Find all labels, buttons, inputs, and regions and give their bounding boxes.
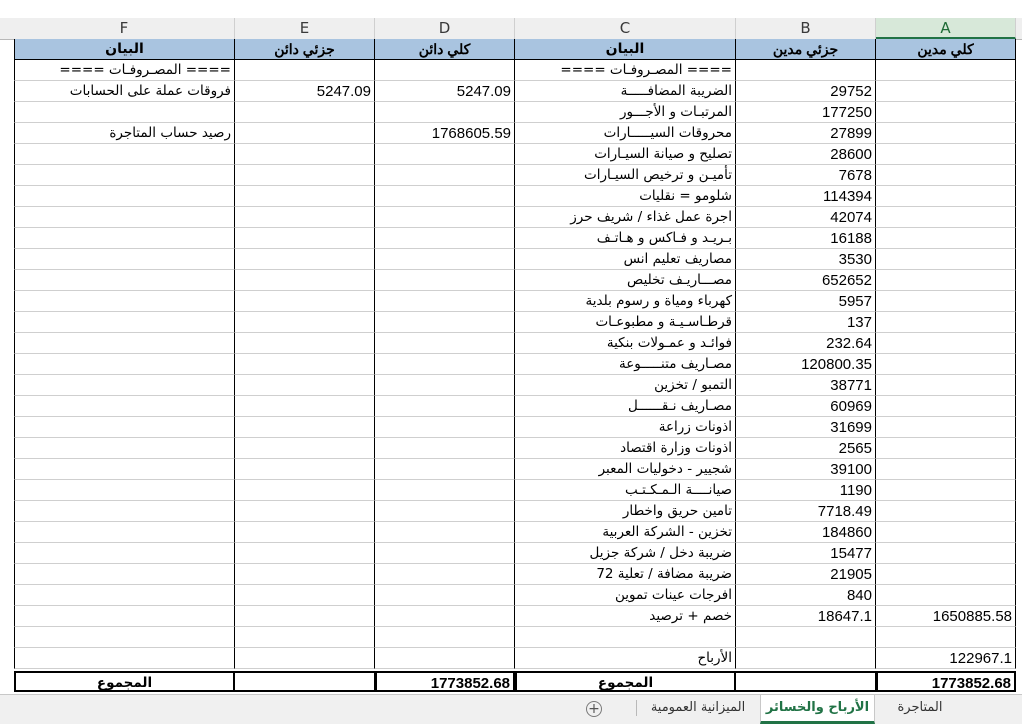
cell-col-f[interactable] [14, 375, 235, 396]
cell-col-a[interactable] [876, 291, 1016, 312]
cell-col-d[interactable] [375, 522, 515, 543]
top-strip [0, 0, 1022, 19]
cell-col-c[interactable]: تأميـن و ترخيص السيـارات [515, 165, 736, 186]
cell-col-d[interactable] [375, 354, 515, 375]
cell-col-e[interactable] [235, 249, 375, 270]
table-row [14, 480, 1013, 501]
table-row [14, 585, 1013, 606]
cell-col-b[interactable]: 7678 [736, 165, 876, 186]
cell-col-d[interactable] [375, 333, 515, 354]
column-header-a[interactable]: A [876, 18, 1016, 39]
cell-col-f[interactable] [14, 249, 235, 270]
cell-col-d[interactable]: 5247.09 [375, 81, 515, 102]
table-row [14, 249, 1013, 270]
table-row [14, 375, 1013, 396]
cell-col-e[interactable] [235, 312, 375, 333]
cell-col-b[interactable]: 5957 [736, 291, 876, 312]
cell-col-c[interactable]: الضريبة المضافـــــة [515, 81, 736, 102]
cell-col-f[interactable] [14, 165, 235, 186]
table-row [14, 417, 1013, 438]
cell-col-a[interactable] [876, 627, 1016, 648]
column-header-b[interactable]: B [736, 18, 876, 39]
table-row [14, 81, 1013, 102]
cell-col-f[interactable] [14, 480, 235, 501]
cell-col-b[interactable]: 7718.49 [736, 501, 876, 522]
cell-col-b[interactable]: 29752 [736, 81, 876, 102]
cell-col-f[interactable]: المجموع [14, 671, 235, 692]
sheet-tab-bar [0, 694, 1022, 724]
cell-col-a[interactable] [876, 186, 1016, 207]
cell-col-f[interactable] [14, 291, 235, 312]
table-row [14, 60, 1013, 81]
cell-col-e[interactable]: 5247.09 [235, 81, 375, 102]
cell-col-e[interactable]: جزئي دائن [235, 39, 375, 60]
cell-col-c[interactable]: خصم + ترصيد [515, 606, 736, 627]
cell-col-a[interactable] [876, 60, 1016, 81]
cell-col-e[interactable] [235, 522, 375, 543]
cell-col-c[interactable]: اذونات زراعة [515, 417, 736, 438]
cell-col-f[interactable] [14, 270, 235, 291]
cell-col-c[interactable]: ضريبة دخل / شركة جزيل [515, 543, 736, 564]
cell-col-d[interactable] [375, 564, 515, 585]
table-row [14, 396, 1013, 417]
cell-col-c[interactable]: المجموع [515, 671, 736, 692]
cell-col-e[interactable] [235, 354, 375, 375]
cell-col-d[interactable] [375, 249, 515, 270]
cell-col-d[interactable] [375, 144, 515, 165]
cell-col-e[interactable] [235, 144, 375, 165]
cell-col-c[interactable]: كهرباء ومياة و رسوم بلدية [515, 291, 736, 312]
cell-col-a[interactable] [876, 438, 1016, 459]
cell-col-d[interactable] [375, 438, 515, 459]
cell-col-f[interactable] [14, 459, 235, 480]
cell-col-b[interactable]: 28600 [736, 144, 876, 165]
cell-col-a[interactable] [876, 165, 1016, 186]
cell-col-f[interactable] [14, 186, 235, 207]
table-row [14, 627, 1013, 648]
cell-col-b[interactable]: 2565 [736, 438, 876, 459]
cell-col-c[interactable]: افرجات عينات تموين [515, 585, 736, 606]
table-row [14, 459, 1013, 480]
cell-col-c[interactable]: تصليح و صيانة السيـارات [515, 144, 736, 165]
total-row [14, 671, 1013, 692]
cell-col-f[interactable] [14, 585, 235, 606]
cell-col-f[interactable]: رصيد حساب المتاجرة [14, 123, 235, 144]
cell-col-b[interactable]: 38771 [736, 375, 876, 396]
cell-col-d[interactable] [375, 585, 515, 606]
cell-col-b[interactable]: 184860 [736, 522, 876, 543]
cell-col-e[interactable] [235, 606, 375, 627]
cell-col-d[interactable] [375, 207, 515, 228]
cell-col-a[interactable] [876, 207, 1016, 228]
cell-col-d[interactable] [375, 648, 515, 669]
cell-col-e[interactable] [235, 501, 375, 522]
cell-col-c[interactable]: ضريبة مضافة / تعلية 72 [515, 564, 736, 585]
column-header-d[interactable]: D [375, 18, 515, 39]
cell-col-a[interactable] [876, 501, 1016, 522]
cell-col-d[interactable] [375, 186, 515, 207]
table-row [14, 228, 1013, 249]
cell-col-c[interactable] [515, 627, 736, 648]
cell-col-c[interactable]: مصـــاريـف تخليص [515, 270, 736, 291]
cell-col-a[interactable] [876, 459, 1016, 480]
cell-col-d[interactable] [375, 480, 515, 501]
cell-col-e[interactable] [235, 270, 375, 291]
cell-col-e[interactable] [235, 543, 375, 564]
cell-col-f[interactable] [14, 564, 235, 585]
cell-col-e[interactable] [235, 627, 375, 648]
cell-col-a[interactable] [876, 270, 1016, 291]
add-sheet-icon[interactable]: + [586, 701, 602, 717]
cell-col-c[interactable]: الأرباح [515, 648, 736, 669]
cell-col-a[interactable] [876, 522, 1016, 543]
cell-col-b[interactable]: 27899 [736, 123, 876, 144]
cell-col-f[interactable] [14, 396, 235, 417]
cell-col-a[interactable] [876, 480, 1016, 501]
cell-col-c[interactable]: المرتبـات و الأجـــور [515, 102, 736, 123]
cell-col-a[interactable] [876, 417, 1016, 438]
tab-balance-sheet[interactable]: الميزانية العمومية [650, 700, 746, 715]
cell-col-a[interactable] [876, 123, 1016, 144]
cell-col-b[interactable]: 18647.1 [736, 606, 876, 627]
table-row [14, 312, 1013, 333]
cell-col-a[interactable] [876, 375, 1016, 396]
cell-col-d[interactable]: كلي دائن [375, 39, 515, 60]
cell-col-e[interactable] [235, 459, 375, 480]
cell-col-b[interactable]: 60969 [736, 396, 876, 417]
cell-col-f[interactable]: ==== المصـروفـات ==== [14, 60, 235, 81]
cell-col-b[interactable]: جزئي مدين [736, 39, 876, 60]
table-row [14, 333, 1013, 354]
cell-col-e[interactable] [235, 60, 375, 81]
cell-col-c[interactable]: قرطـاسـيـة و مطبوعـات [515, 312, 736, 333]
cell-col-a[interactable] [876, 249, 1016, 270]
cell-col-d[interactable]: 1773852.68 [375, 671, 515, 692]
table-row [14, 606, 1013, 627]
cell-col-e[interactable] [235, 648, 375, 669]
cell-col-f[interactable] [14, 207, 235, 228]
cell-col-b[interactable]: 652652 [736, 270, 876, 291]
cell-col-c[interactable]: مصاريف تعليم انس [515, 249, 736, 270]
cell-col-c[interactable]: تخزين - الشركة العربية [515, 522, 736, 543]
cell-col-d[interactable] [375, 228, 515, 249]
cell-col-f[interactable] [14, 228, 235, 249]
table-row [14, 123, 1013, 144]
cell-col-f[interactable]: فروقات عملة على الحسابات [14, 81, 235, 102]
cell-col-a[interactable] [876, 333, 1016, 354]
cell-col-a[interactable] [876, 228, 1016, 249]
table-row [14, 186, 1013, 207]
cell-col-d[interactable] [375, 417, 515, 438]
cell-col-a[interactable] [876, 102, 1016, 123]
cell-col-e[interactable] [235, 417, 375, 438]
cell-col-e[interactable] [235, 165, 375, 186]
cell-col-b[interactable] [736, 671, 876, 692]
table-row [14, 438, 1013, 459]
cell-col-a[interactable]: كلي مدين [876, 39, 1016, 60]
cell-col-f[interactable] [14, 543, 235, 564]
cell-col-a[interactable] [876, 312, 1016, 333]
cell-col-e[interactable] [235, 102, 375, 123]
cell-col-b[interactable]: 39100 [736, 459, 876, 480]
cell-col-c[interactable]: صيانــــة الـمـكـتـب [515, 480, 736, 501]
cell-col-f[interactable] [14, 501, 235, 522]
cell-col-c[interactable]: ==== المصـروفـات ==== [515, 60, 736, 81]
cell-col-d[interactable] [375, 312, 515, 333]
cell-col-c[interactable]: تامين حريق واخطار [515, 501, 736, 522]
cell-col-c[interactable]: اذونات وزارة اقتصاد [515, 438, 736, 459]
cell-col-c[interactable]: مصـاريف نـقــــــل [515, 396, 736, 417]
cell-col-e[interactable] [235, 375, 375, 396]
table-row [14, 501, 1013, 522]
tab-separator [636, 700, 637, 716]
table-row [14, 543, 1013, 564]
table-row [14, 165, 1013, 186]
cell-col-e[interactable] [235, 585, 375, 606]
cell-col-a[interactable]: 1650885.58 [876, 606, 1016, 627]
cell-col-f[interactable]: البيان [14, 39, 235, 60]
cell-col-c[interactable]: فوائـد و عمـولات بنكية [515, 333, 736, 354]
cell-col-e[interactable] [235, 333, 375, 354]
cell-col-c[interactable]: محروقات السيـــــارات [515, 123, 736, 144]
column-header-c[interactable]: C [515, 18, 736, 39]
cell-col-d[interactable] [375, 501, 515, 522]
column-header-e[interactable]: E [235, 18, 375, 39]
cell-col-a[interactable] [876, 396, 1016, 417]
cell-col-b[interactable]: 21905 [736, 564, 876, 585]
cell-col-e[interactable] [235, 186, 375, 207]
cell-col-f[interactable] [14, 648, 235, 669]
cell-col-b[interactable]: 1190 [736, 480, 876, 501]
cell-col-f[interactable] [14, 144, 235, 165]
cell-col-b[interactable]: 137 [736, 312, 876, 333]
cell-col-b[interactable]: 31699 [736, 417, 876, 438]
table-row [14, 144, 1013, 165]
cell-col-a[interactable] [876, 564, 1016, 585]
cell-col-b[interactable]: 3530 [736, 249, 876, 270]
cell-col-b[interactable]: 177250 [736, 102, 876, 123]
column-header-bar [0, 18, 1022, 40]
cell-col-f[interactable] [14, 522, 235, 543]
cell-col-b[interactable] [736, 60, 876, 81]
cell-col-a[interactable] [876, 81, 1016, 102]
cell-col-e[interactable] [235, 438, 375, 459]
cell-col-f[interactable] [14, 312, 235, 333]
cell-col-a[interactable]: 1773852.68 [876, 671, 1016, 692]
table-row [14, 270, 1013, 291]
column-header-f[interactable]: F [14, 18, 235, 39]
tab-trading[interactable]: المتاجرة [897, 700, 943, 715]
table-row [14, 102, 1013, 123]
cell-col-b[interactable]: 120800.35 [736, 354, 876, 375]
cell-col-e[interactable] [235, 480, 375, 501]
cell-col-a[interactable] [876, 144, 1016, 165]
table-row [14, 648, 1013, 669]
cell-col-c[interactable]: شلومو = نقليات [515, 186, 736, 207]
cell-col-d[interactable] [375, 60, 515, 81]
cell-col-f[interactable] [14, 438, 235, 459]
cell-col-d[interactable] [375, 291, 515, 312]
table-row [14, 354, 1013, 375]
cell-col-b[interactable]: 114394 [736, 186, 876, 207]
cell-col-d[interactable] [375, 606, 515, 627]
cell-col-b[interactable]: 232.64 [736, 333, 876, 354]
cell-col-c[interactable]: بـريـد و فـاكس و هـاتـف [515, 228, 736, 249]
cell-col-a[interactable] [876, 543, 1016, 564]
cell-col-a[interactable] [876, 585, 1016, 606]
cell-col-c[interactable]: مصـاريف متنـــــوعة [515, 354, 736, 375]
cell-col-b[interactable] [736, 627, 876, 648]
cell-col-d[interactable] [375, 165, 515, 186]
cell-col-c[interactable]: البيان [515, 39, 736, 60]
cell-col-f[interactable] [14, 354, 235, 375]
cell-col-e[interactable] [235, 396, 375, 417]
cell-col-d[interactable] [375, 375, 515, 396]
cell-col-f[interactable] [14, 333, 235, 354]
cell-col-f[interactable] [14, 417, 235, 438]
cell-col-f[interactable] [14, 102, 235, 123]
table-row [14, 564, 1013, 585]
table-row [14, 207, 1013, 228]
cell-col-d[interactable] [375, 543, 515, 564]
cell-col-e[interactable] [235, 564, 375, 585]
cell-col-c[interactable]: اجرة عمل غذاء / شريف حرز [515, 207, 736, 228]
cell-col-b[interactable] [736, 648, 876, 669]
cell-col-e[interactable] [235, 228, 375, 249]
cell-col-b[interactable]: 42074 [736, 207, 876, 228]
cell-col-e[interactable] [235, 207, 375, 228]
table-row [14, 291, 1013, 312]
cell-col-d[interactable]: 1768605.59 [375, 123, 515, 144]
cell-col-d[interactable] [375, 270, 515, 291]
cell-col-e[interactable] [235, 291, 375, 312]
cell-col-b[interactable]: 15477 [736, 543, 876, 564]
cell-col-f[interactable] [14, 606, 235, 627]
cell-col-a[interactable]: 122967.1 [876, 648, 1016, 669]
cell-col-c[interactable]: التمبو / تخزين [515, 375, 736, 396]
tab-profit-loss[interactable]: الأرباح والخسائر [760, 695, 875, 724]
cell-col-d[interactable] [375, 627, 515, 648]
cell-col-d[interactable] [375, 459, 515, 480]
header-row [14, 39, 1013, 60]
cell-col-d[interactable] [375, 102, 515, 123]
table-row [14, 522, 1013, 543]
cell-col-b[interactable]: 840 [736, 585, 876, 606]
cell-col-f[interactable] [14, 627, 235, 648]
cell-col-e[interactable] [235, 123, 375, 144]
cell-col-b[interactable]: 16188 [736, 228, 876, 249]
cell-col-c[interactable]: شجيير - دخوليات المعبر [515, 459, 736, 480]
cell-col-e[interactable] [235, 671, 375, 692]
cell-col-a[interactable] [876, 354, 1016, 375]
cell-col-d[interactable] [375, 396, 515, 417]
